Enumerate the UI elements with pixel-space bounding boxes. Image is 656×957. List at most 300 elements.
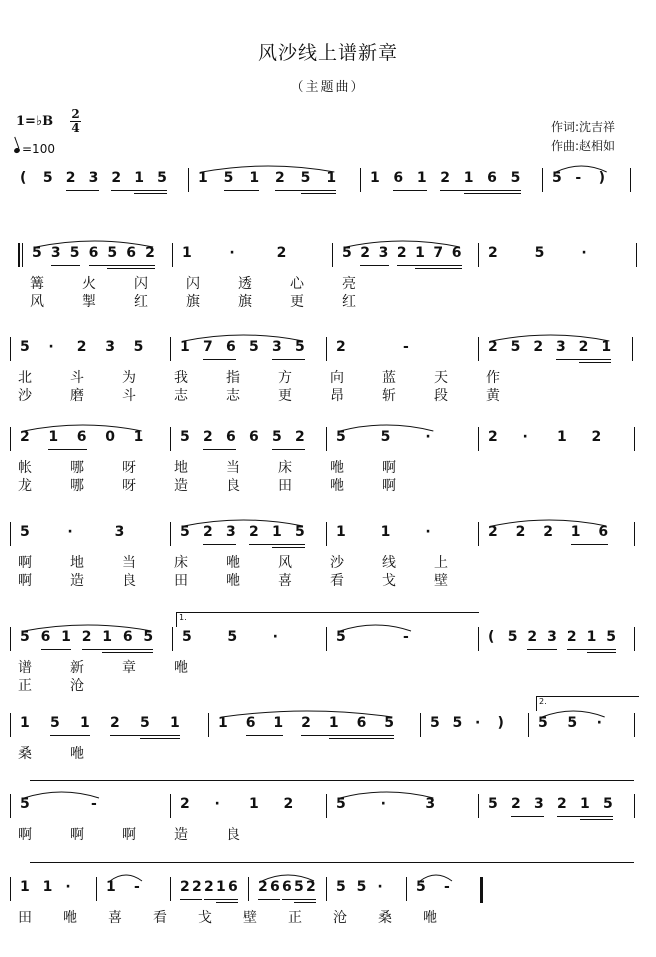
volta-bracket-2: 2. (536, 696, 639, 711)
lyric-syllable: 啊 (70, 827, 84, 843)
note-digit: 2 (360, 245, 371, 261)
lyric-syllable: 呀 (122, 460, 136, 476)
note-digit: 2 (283, 796, 294, 812)
note-digit: 5 (20, 339, 30, 355)
beam-line (203, 359, 236, 360)
lyric-syllable: 为 (122, 370, 136, 386)
beam-line (203, 449, 236, 450)
lyric-syllable: 线 (382, 555, 396, 571)
beam-line (272, 449, 305, 450)
beam-line (246, 735, 284, 736)
beam-line (511, 816, 544, 817)
lyric-syllable: 斗 (122, 388, 136, 404)
note-digit: 5 (107, 245, 118, 261)
bar-line (634, 794, 635, 818)
note-digit: 1 (20, 879, 30, 895)
staff-row (0, 627, 656, 707)
bar-line (172, 243, 173, 267)
bar-line (10, 427, 11, 451)
note-digit: 2 (110, 715, 120, 731)
note-digit: 6 (126, 245, 137, 261)
beam-line (50, 735, 90, 736)
quarter-note-icon (13, 147, 20, 154)
lyric-syllable: 咃 (63, 910, 77, 926)
note-digit: 5 (180, 429, 190, 445)
bar-line (632, 337, 633, 361)
note-digit: 2 (488, 429, 498, 445)
beam-line (571, 544, 609, 545)
note-digit: 1 (20, 715, 30, 731)
lyric-syllable: 咃 (423, 910, 437, 926)
lyric-syllable: 良 (226, 478, 240, 494)
lyric-syllable: 看 (330, 573, 344, 589)
lyric-syllable: 章 (122, 660, 136, 676)
lyric-syllable: 亮 (342, 276, 356, 292)
lyric-syllable: 北 (18, 370, 32, 386)
lyric-syllable: 段 (434, 388, 448, 404)
bar-line (332, 243, 333, 267)
note-digit: 1 (182, 245, 192, 261)
note-digit: 5 (384, 715, 395, 731)
lyric-syllable: 床 (278, 460, 292, 476)
note-digit: 5 (20, 629, 30, 645)
beam-line (557, 816, 613, 817)
note-digit: 3 (50, 245, 61, 261)
lyric-syllable: 沧 (333, 910, 347, 926)
note-digit: 2 (76, 339, 87, 355)
note-digit: 5 (507, 629, 518, 645)
beam-line (110, 735, 180, 736)
bar-line (10, 794, 11, 818)
bar-line (170, 877, 171, 901)
lyric-syllable: 沙 (18, 388, 32, 404)
note-digit: 2 (301, 715, 311, 731)
note-digit: 6 (228, 879, 238, 895)
bar-line (634, 627, 635, 651)
bar-line (478, 427, 479, 451)
beam-line (102, 652, 153, 653)
note-digit: 2 (20, 429, 30, 445)
note-digit: 5 (534, 245, 545, 261)
lyric-syllable: 戈 (382, 573, 396, 589)
note-digit: 1 (133, 429, 144, 445)
bar-line (634, 713, 635, 737)
note-digit: 1 (380, 524, 391, 540)
tempo-marking (14, 142, 55, 156)
note-digit: 5 (416, 879, 426, 895)
note-digit: 5 (342, 245, 352, 261)
note-digit: 2 (203, 429, 213, 445)
bar-line (420, 713, 421, 737)
bar-line (528, 713, 529, 737)
note-digit: 2 (336, 339, 346, 355)
time-denominator: 4 (71, 121, 80, 135)
bar-line (10, 877, 11, 901)
lyric-syllable: 志 (174, 388, 188, 404)
note-digit: 1 (326, 170, 337, 186)
tempo-value: =100 (22, 142, 55, 156)
lyric-syllable: 沙 (330, 555, 344, 571)
lyric-syllable: 桑 (378, 910, 392, 926)
note-digit: 5 (32, 245, 42, 261)
lyric-syllable: 造 (174, 827, 188, 843)
beam-line (360, 265, 388, 266)
lyric-syllable: 透 (238, 276, 252, 292)
note-digit: 2 (578, 339, 589, 355)
note-digit: 2 (591, 429, 602, 445)
lyric-syllable: 当 (122, 555, 136, 571)
note-digit: 2 (533, 339, 544, 355)
note-digit: · (229, 245, 235, 261)
note-digit: 2 (306, 879, 316, 895)
bar-line (188, 168, 189, 192)
beam-line (180, 899, 202, 900)
note-digit: 2 (566, 629, 577, 645)
staff-row (0, 427, 656, 507)
beam-line (556, 359, 611, 360)
beam-line (249, 544, 305, 545)
beam-line (258, 899, 280, 900)
lyric-syllable: 良 (122, 573, 136, 589)
lyric-syllable: 闪 (134, 276, 148, 292)
note-digit: 2 (511, 796, 521, 812)
note-digit: 3 (114, 524, 125, 540)
bar-line (634, 427, 635, 451)
staff-row (0, 713, 656, 793)
note-digit: 3 (105, 339, 115, 355)
note-digit: 2 (275, 170, 285, 186)
bar-line (630, 168, 631, 192)
lyric-syllable: 咃 (330, 460, 344, 476)
beam-line (272, 547, 305, 548)
note-digit: 2 (180, 796, 190, 812)
beam-line (294, 902, 316, 903)
lyricist-credit: 作词:沈吉祥 (551, 120, 616, 134)
lyric-syllable: 更 (278, 388, 292, 404)
lyric-syllable: 昂 (330, 388, 344, 404)
bar-line (478, 243, 479, 267)
bar-line (478, 337, 479, 361)
note-digit: 5 (295, 339, 305, 355)
note-digit: 6 (451, 245, 462, 261)
note-digit: 3 (88, 170, 99, 186)
note-digit: - (403, 629, 409, 645)
bar-line (360, 168, 361, 192)
note-digit: 5 (69, 245, 80, 261)
lyric-syllable: 向 (330, 370, 344, 386)
note-digit: 6 (598, 524, 609, 540)
note-digit: 5 (488, 796, 498, 812)
lyric-syllable: 天 (434, 370, 448, 386)
note-digit: 5 (133, 339, 144, 355)
note-digit: 6 (122, 629, 133, 645)
lyric-syllable: 啊 (18, 573, 32, 589)
note-digit: ) (598, 170, 606, 186)
lyric-syllable: 我 (174, 370, 188, 386)
bar-line (326, 794, 327, 818)
lyric-syllable: 旗 (186, 294, 200, 310)
note-digit: 3 (378, 245, 389, 261)
note-digit: 5 (606, 629, 617, 645)
note-digit: 3 (425, 796, 436, 812)
note-digit: 2 (396, 245, 407, 261)
note-digit: 2 (295, 429, 305, 445)
bar-line (22, 243, 23, 267)
note-digit: 5 (223, 170, 234, 186)
beam-line (301, 735, 394, 736)
beam-line (224, 190, 260, 191)
lyric-syllable: 造 (174, 478, 188, 494)
beam-line (587, 652, 617, 653)
beam-line (415, 268, 462, 269)
lyric-syllable: 咃 (330, 478, 344, 494)
bar-line (326, 427, 327, 451)
note-digit: 1 (273, 715, 284, 731)
note-digit: 2 (258, 879, 268, 895)
beam-line (216, 902, 238, 903)
note-digit: 1 (601, 339, 612, 355)
beam-line (527, 649, 557, 650)
lyric-syllable: 啊 (18, 827, 32, 843)
bar-line (634, 522, 635, 546)
staff-row (0, 522, 656, 602)
lyric-syllable: 咃 (174, 660, 188, 676)
note-digit: 5 (452, 715, 463, 731)
beam-line (397, 265, 462, 266)
lyric-syllable: 新 (70, 660, 84, 676)
note-digit: 2 (192, 879, 202, 895)
note-digit: · (67, 524, 73, 540)
beam-line (51, 265, 80, 266)
lyric-syllable: 良 (226, 827, 240, 843)
staff-row (0, 168, 656, 248)
lyric-syllable: 咃 (226, 573, 240, 589)
staff-row (0, 337, 656, 417)
note-digit: 2 (249, 524, 259, 540)
note-digit: · (214, 796, 220, 812)
beam-line (134, 193, 167, 194)
note-digit: · (65, 879, 71, 895)
beam-line (107, 268, 155, 269)
note-digit: 2 (180, 879, 190, 895)
lyric-syllable: 风 (30, 294, 44, 310)
note-digit: 2 (488, 524, 498, 540)
lyric-syllable: 闪 (186, 276, 200, 292)
lyric-syllable: 当 (226, 460, 240, 476)
lyric-syllable: 黄 (486, 388, 500, 404)
note-digit: 5 (182, 629, 192, 645)
note-digit: 3 (272, 339, 282, 355)
bar-line (326, 522, 327, 546)
bar-line (170, 522, 171, 546)
note-digit: 5 (42, 170, 53, 186)
note-digit: 1 (134, 170, 145, 186)
lyric-syllable: 红 (342, 294, 356, 310)
lyric-syllable: 喜 (278, 573, 292, 589)
note-digit: 1 (48, 429, 59, 445)
note-digit: 5 (227, 629, 238, 645)
note-digit: · (475, 715, 481, 731)
beam-line (66, 190, 99, 191)
beam-line (111, 190, 167, 191)
note-digit: - (444, 879, 450, 895)
note-digit: - (134, 879, 140, 895)
lyric-syllable: 蓝 (382, 370, 396, 386)
note-digit: 3 (534, 796, 544, 812)
note-digit: 1 (249, 170, 260, 186)
lyric-syllable: 喜 (108, 910, 122, 926)
bar-line (170, 337, 171, 361)
lyric-syllable: 龙 (18, 478, 32, 494)
note-digit: 6 (487, 170, 497, 186)
lyric-syllable: 田 (18, 910, 32, 926)
note-digit: 1 (216, 879, 226, 895)
note-digit: 1 (61, 629, 71, 645)
volta-bracket-1: 1. (176, 612, 479, 627)
note-digit: · (425, 524, 431, 540)
note-digit: 6 (249, 429, 259, 445)
lyric-syllable: 斗 (70, 370, 84, 386)
note-digit: 5 (552, 170, 562, 186)
note-digit: 1 (198, 170, 208, 186)
note-digit: 1 (370, 170, 380, 186)
bar-line (248, 877, 249, 901)
bar-line (10, 627, 11, 651)
beam-line (203, 544, 236, 545)
note-digit: 1 (106, 879, 116, 895)
note-digit: 1 (170, 715, 180, 731)
lyric-syllable: 田 (174, 573, 188, 589)
note-digit: 7 (203, 339, 213, 355)
note-digit: 6 (356, 715, 367, 731)
bar-line (10, 713, 11, 737)
lyric-syllable: 地 (70, 555, 84, 571)
lyric-syllable: 地 (174, 460, 188, 476)
note-digit: 1 (463, 170, 474, 186)
credits (551, 118, 615, 156)
note-digit: 7 (433, 245, 444, 261)
lyric-syllable: 掣 (82, 294, 96, 310)
note-digit: 6 (88, 245, 99, 261)
lyric-syllable: 篝 (30, 276, 44, 292)
note-digit: 1 (80, 715, 90, 731)
lyric-syllable: 正 (18, 678, 32, 694)
lyric-syllable: 戈 (198, 910, 212, 926)
bar-line (170, 794, 171, 818)
beam-line (464, 193, 521, 194)
note-digit: 2 (488, 339, 498, 355)
note-digit: 5 (336, 796, 346, 812)
note-digit: 1 (249, 796, 259, 812)
note-digit: 5 (567, 715, 578, 731)
beam-line (282, 899, 316, 900)
lyric-syllable: 帐 (18, 460, 32, 476)
note-digit: 5 (603, 796, 613, 812)
lyric-syllable: 壁 (434, 573, 448, 589)
note-digit: 5 (510, 339, 521, 355)
note-digit: 5 (20, 524, 30, 540)
note-digit: · (48, 339, 54, 355)
lyric-syllable: 红 (134, 294, 148, 310)
staff-row (0, 877, 656, 957)
beam-line (580, 819, 613, 820)
lyric-syllable: 作 (486, 370, 500, 386)
note-digit: 1 (586, 629, 597, 645)
note-digit: 5 (300, 170, 311, 186)
note-digit: 2 (203, 524, 213, 540)
note-digit: 1 (570, 524, 581, 540)
lyric-syllable: 指 (226, 370, 240, 386)
note-digit: 2 (515, 524, 526, 540)
note-digit: · (522, 429, 528, 445)
lyric-syllable: 更 (290, 294, 304, 310)
note-digit: 1 (180, 339, 190, 355)
bar-line (10, 522, 11, 546)
lyric-syllable: 火 (82, 276, 96, 292)
note-digit: 5 (538, 715, 548, 731)
bar-line (172, 627, 173, 651)
lyric-syllable: 咃 (70, 746, 84, 762)
note-digit: 6 (270, 879, 280, 895)
bar-line (10, 337, 11, 361)
lyric-syllable: 志 (226, 388, 240, 404)
note-digit: 1 (336, 524, 346, 540)
bar-line (542, 168, 543, 192)
note-digit: 5 (294, 879, 304, 895)
lyric-syllable: 啊 (382, 460, 396, 476)
bar-line (478, 794, 479, 818)
note-digit: 6 (393, 170, 404, 186)
beam-line (204, 899, 238, 900)
note-digit: 0 (105, 429, 115, 445)
note-digit: 5 (295, 524, 305, 540)
note-digit: 3 (226, 524, 236, 540)
bar-line (326, 877, 327, 901)
note-digit: 2 (65, 170, 76, 186)
note-digit: 6 (76, 429, 87, 445)
note-digit: ) (497, 715, 504, 731)
lyric-syllable: 哪 (70, 460, 84, 476)
lyric-syllable: 谱 (18, 660, 32, 676)
note-digit: ( (488, 629, 495, 645)
note-digit: 5 (20, 796, 30, 812)
lyric-syllable: 哪 (70, 478, 84, 494)
lyric-syllable: 田 (278, 478, 292, 494)
lyric-syllable: 沧 (70, 678, 84, 694)
bar-line (480, 877, 483, 903)
lyric-syllable: 风 (278, 555, 292, 571)
note-digit: 5 (380, 429, 391, 445)
note-digit: 3 (556, 339, 566, 355)
continuation-line (30, 780, 634, 781)
note-digit: 2 (527, 629, 538, 645)
time-signature (70, 108, 81, 135)
note-digit: 2 (145, 245, 155, 261)
note-digit: 5 (143, 629, 154, 645)
note-digit: - (91, 796, 97, 812)
note-digit: 5 (249, 339, 259, 355)
note-digit: 2 (276, 245, 287, 261)
lyric-syllable: 磨 (70, 388, 84, 404)
note-digit: 6 (282, 879, 292, 895)
note-digit: 2 (204, 879, 214, 895)
bar-line (326, 627, 327, 651)
composer-credit: 作曲:赵相如 (551, 139, 616, 153)
bar-line (406, 877, 407, 901)
note-digit: 5 (336, 629, 346, 645)
lyric-syllable: 正 (288, 910, 302, 926)
bar-line (326, 337, 327, 361)
